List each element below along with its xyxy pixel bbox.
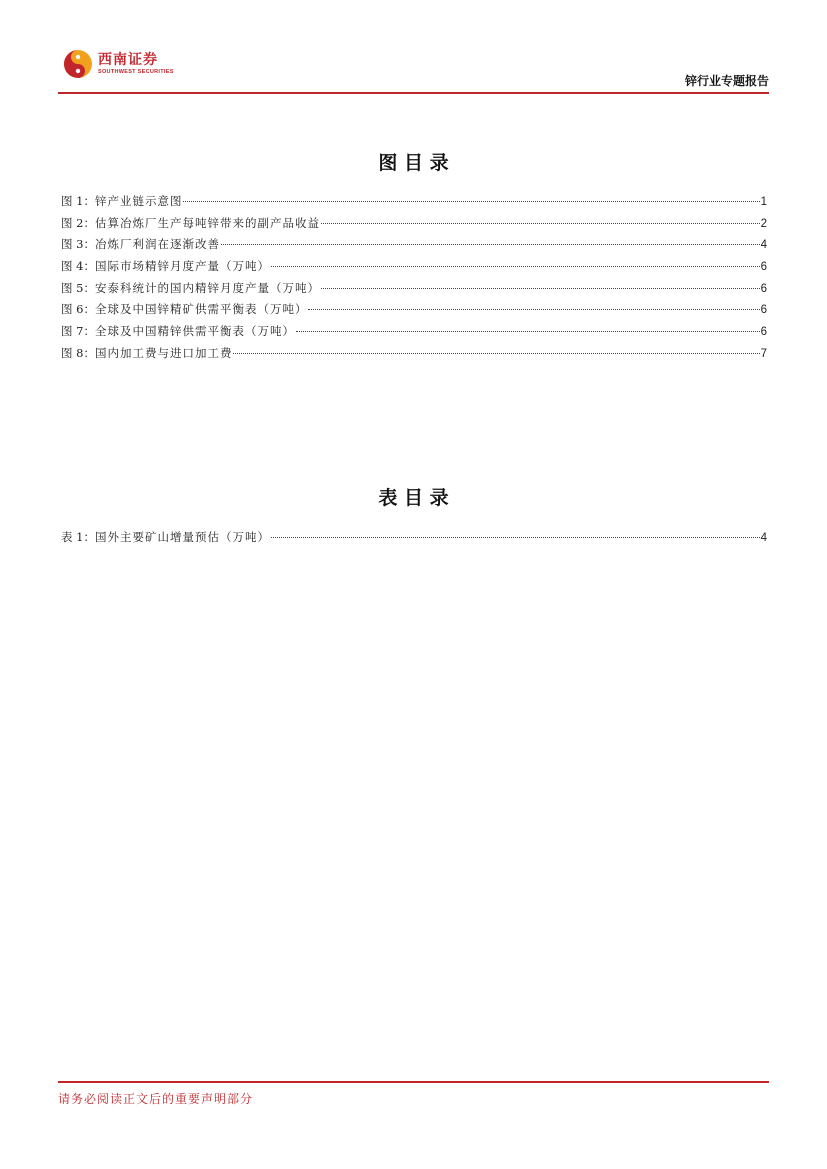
toc-entry[interactable] [61,529,767,551]
toc-entry-page: 6 [760,261,767,274]
toc-entry-number: 图 3： [61,237,95,252]
toc-entry-label: 锌产业链示意图 [94,194,183,208]
toc-leader-dots [308,309,759,310]
toc-leader-dots [221,244,760,245]
toc-entry-page: 2 [760,217,767,230]
page-footer [58,1081,769,1107]
toc-entry[interactable] [61,301,767,323]
toc-entry-label: 国外主要矿山增量预估（万吨） [94,530,270,544]
figures-toc-list [61,193,767,367]
logo-emblem-icon [63,49,93,79]
toc-entry[interactable] [61,258,767,280]
toc-entry[interactable] [61,280,767,302]
tables-toc-title: 表 目 录 [378,487,449,509]
toc-entry-page: 6 [760,304,767,317]
toc-leader-dots [271,537,760,538]
toc-entry-page: 1 [760,196,767,208]
toc-entry-number: 图 7： [61,324,95,339]
toc-entry-number: 表 1： [61,530,95,544]
disclaimer-notice: 请务必阅读正文后的重要声明部分 [58,1092,254,1106]
toc-entry-number: 图 1： [61,194,95,208]
toc-leader-dots [296,331,760,332]
toc-entry[interactable] [61,215,767,237]
toc-entry-page: 4 [760,532,767,544]
toc-entry[interactable] [61,236,767,258]
tables-toc-list [61,529,767,551]
logo-text [98,52,174,76]
toc-entry-number: 图 5： [61,280,95,295]
page-header [58,44,769,94]
toc-entry-number: 图 8： [61,345,95,360]
logo-chinese-name: 西南证券 [98,52,158,68]
toc-entry-number: 图 6： [61,302,95,317]
toc-leader-dots [321,223,760,224]
toc-entry-label: 安泰科统计的国内精锌月度产量（万吨） [94,280,320,295]
logo-english-name: SOUTHWEST SECURITIES [98,69,174,75]
toc-entry-page: 7 [760,347,767,360]
toc-leader-dots [321,288,760,289]
toc-entry-label: 全球及中国精锌供需平衡表（万吨） [94,324,295,339]
toc-entry[interactable] [61,323,767,345]
toc-entry-label: 全球及中国锌精矿供需平衡表（万吨） [94,302,308,317]
toc-entry[interactable] [61,193,767,215]
report-type-title: 锌行业专题报告 [684,74,769,88]
toc-entry-page: 4 [760,239,767,252]
company-logo [63,49,174,79]
toc-leader-dots [233,353,759,354]
toc-entry-page: 6 [760,282,767,295]
figures-toc-title: 图 目 录 [378,152,449,174]
toc-leader-dots [183,201,759,202]
toc-entry-label: 冶炼厂利润在逐渐改善 [94,237,220,252]
toc-entry-page: 6 [760,326,767,339]
toc-entry-label: 估算冶炼厂生产每吨锌带来的副产品收益 [94,215,320,230]
toc-entry-label: 国际市场精锌月度产量（万吨） [94,259,270,274]
toc-leader-dots [271,266,760,267]
toc-entry-number: 图 2： [61,215,95,230]
toc-entry-number: 图 4： [61,259,95,274]
toc-entry-label: 国内加工费与进口加工费 [94,345,233,360]
toc-entry[interactable] [61,345,767,367]
